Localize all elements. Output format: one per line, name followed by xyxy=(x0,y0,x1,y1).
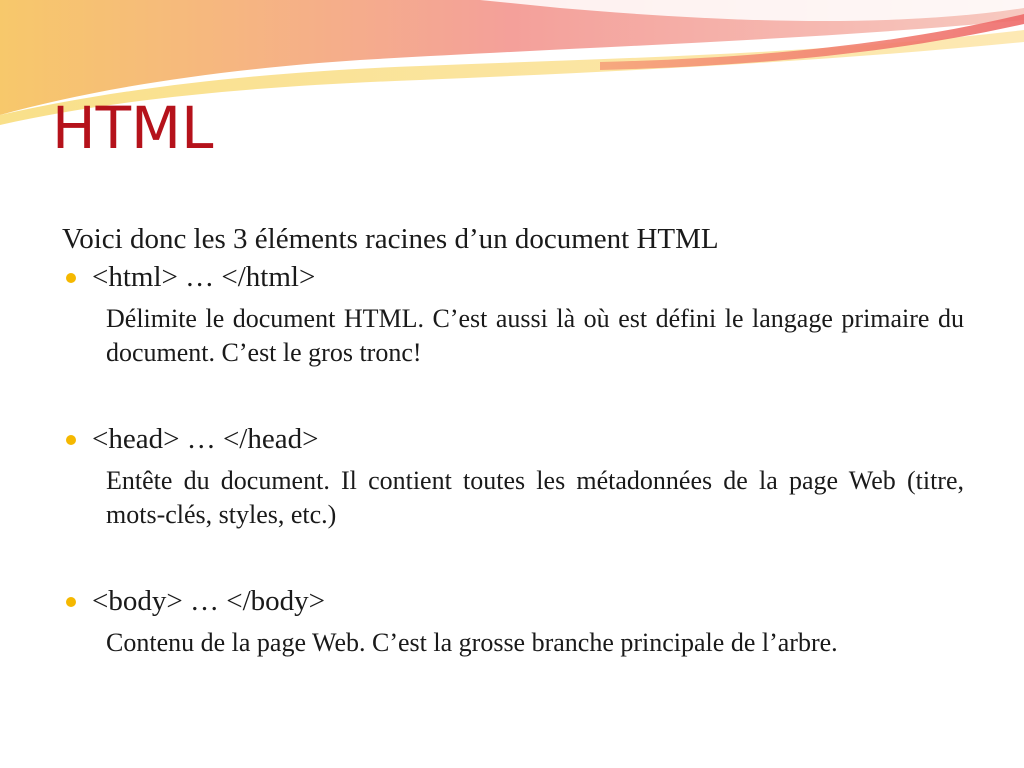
bullet-body-heading: <body> … </body> xyxy=(92,585,325,617)
bullet-head-description: Entête du document. Il contient toutes les métadonnées de la page Web (titre, mots-clés, styles, etc.) xyxy=(106,466,964,529)
bullet-dot-icon xyxy=(66,273,76,283)
bullet-body-description: Contenu de la page Web. C’est la grosse branche principale de l’arbre. xyxy=(106,628,838,657)
bullet-dot-icon xyxy=(66,435,76,445)
bullet-head-heading: <head> … </head> xyxy=(92,423,319,455)
intro-text: Voici donc les 3 éléments racines d’un document HTML xyxy=(62,223,719,255)
bullet-html xyxy=(62,258,964,296)
bullet-html-description: Délimite le document HTML. C’est aussi là où est défini le langage primaire du document. C’est le gros tronc! xyxy=(106,304,964,367)
slide-title: HTML xyxy=(52,94,214,162)
bullet-body xyxy=(62,582,964,620)
bullet-dot-icon xyxy=(66,597,76,607)
bullet-html-heading: <html> … </html> xyxy=(92,261,316,293)
slide-content xyxy=(62,220,964,660)
bullet-head xyxy=(62,420,964,458)
